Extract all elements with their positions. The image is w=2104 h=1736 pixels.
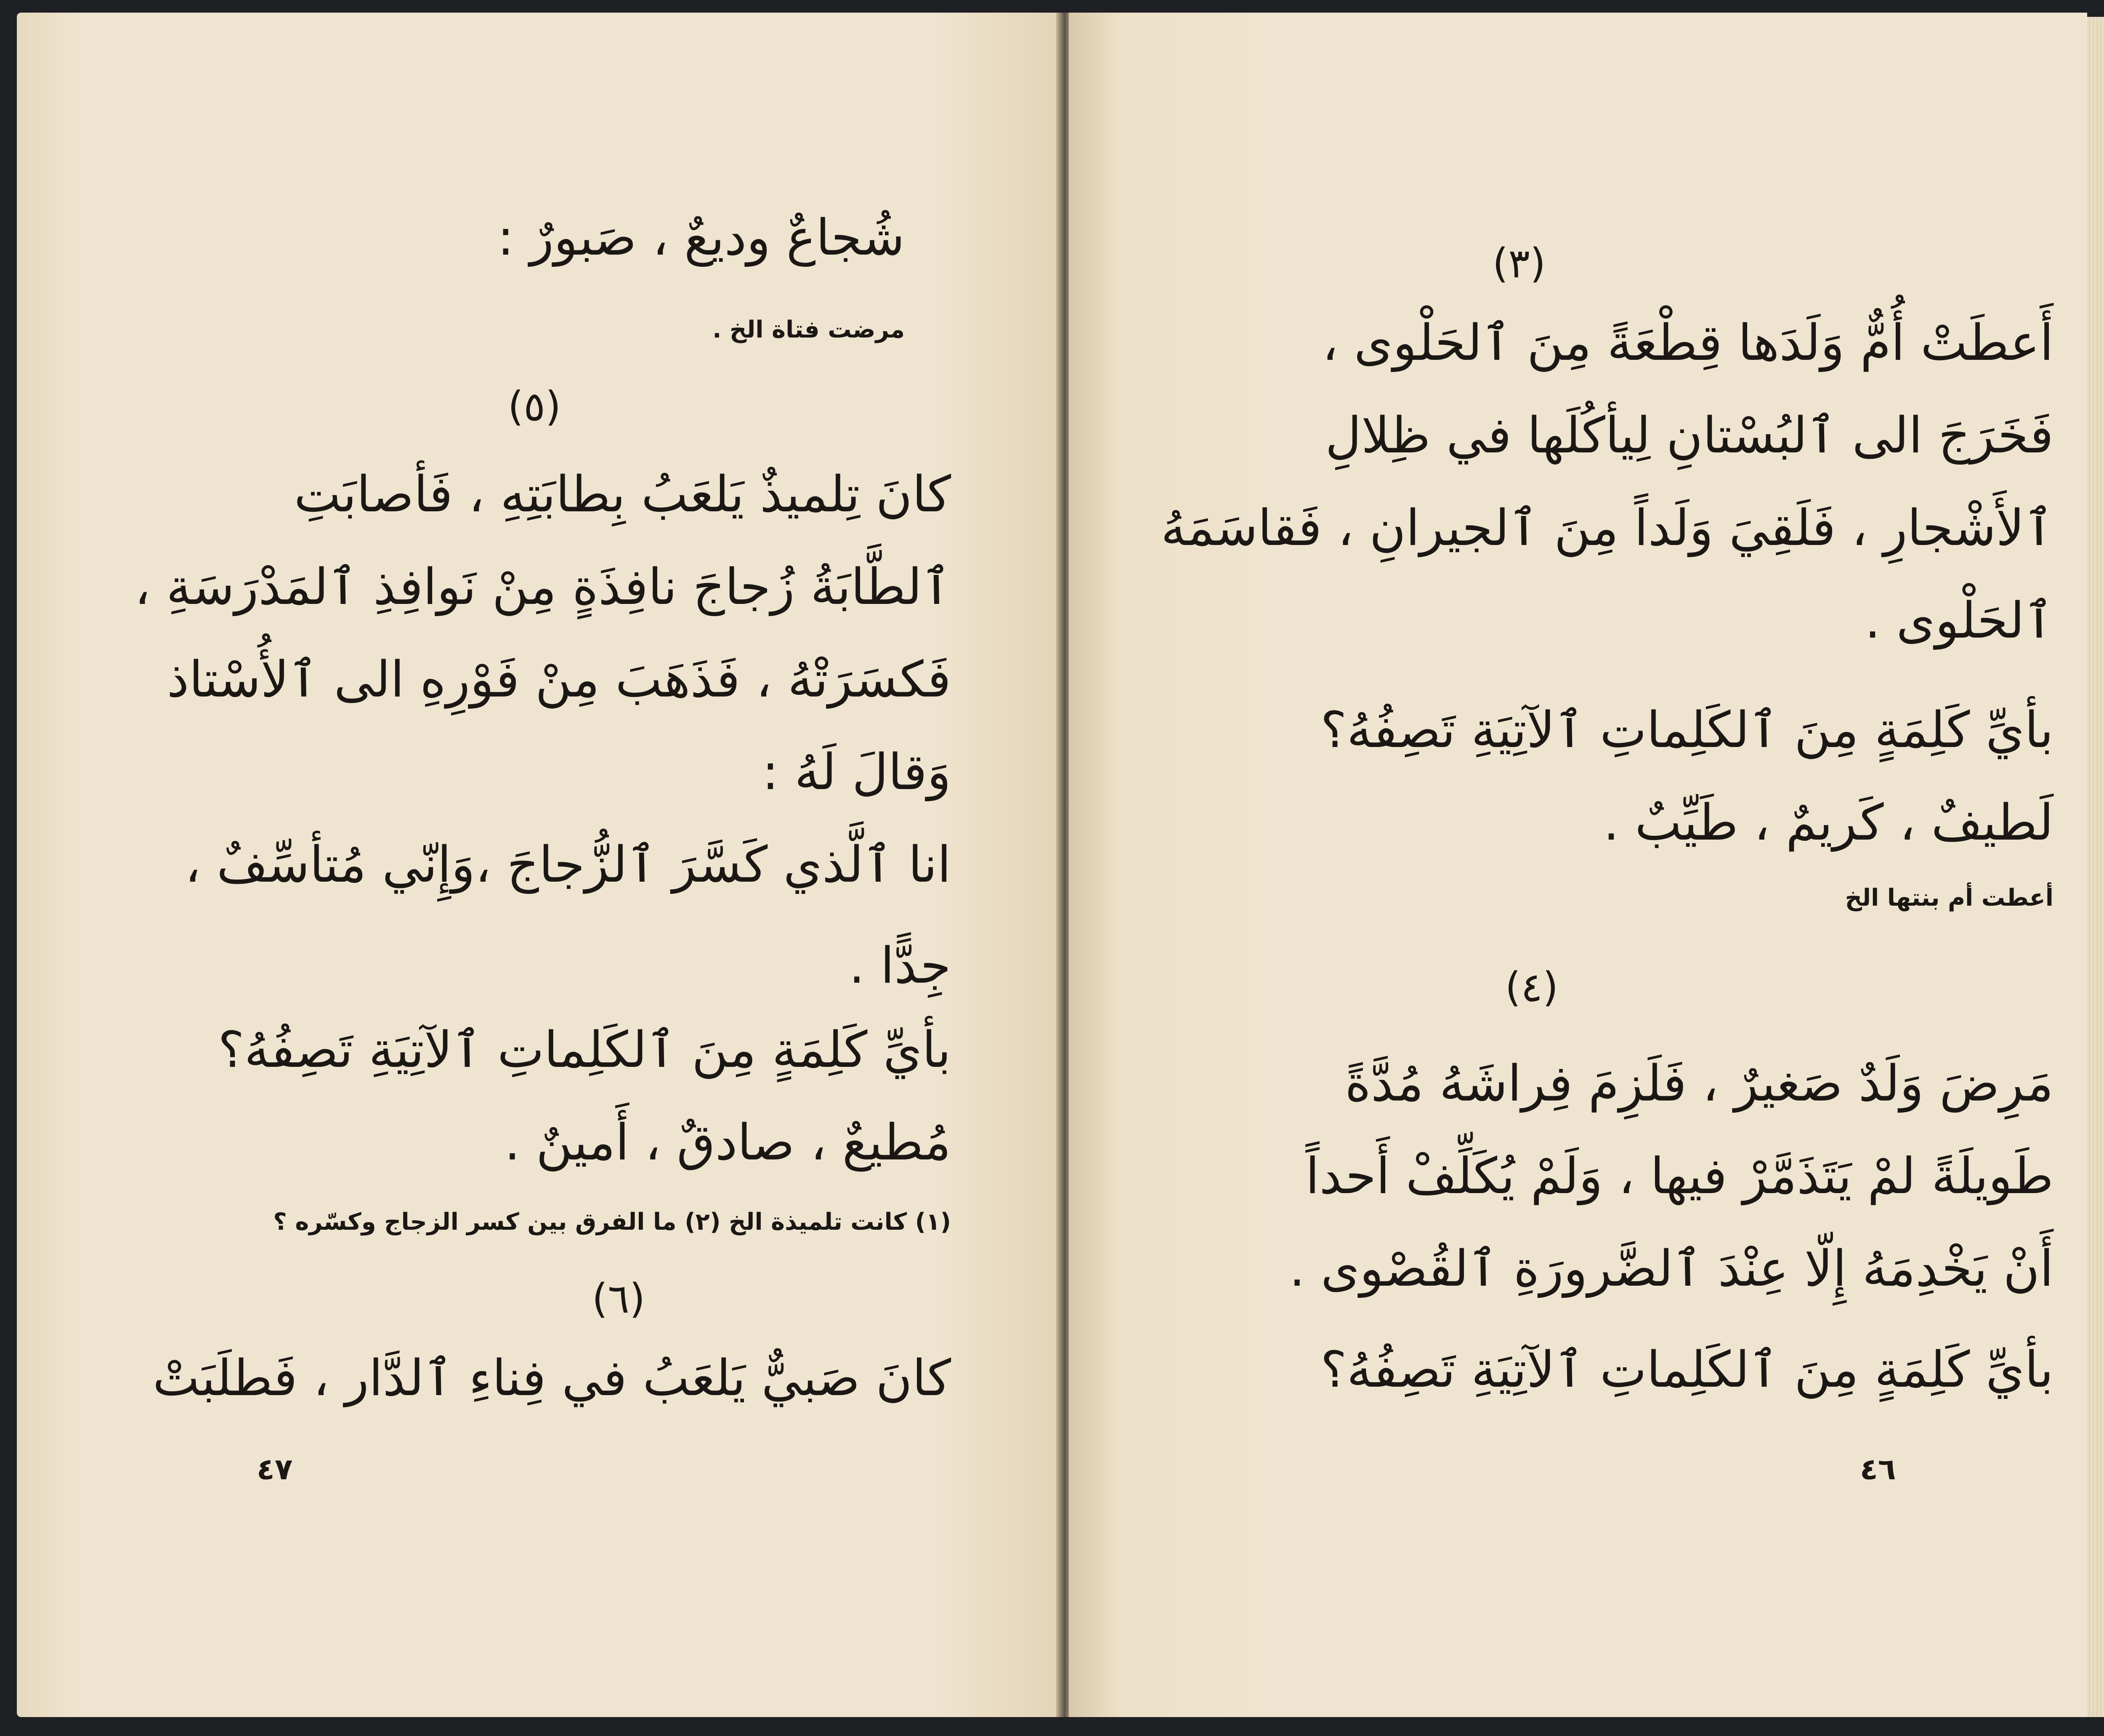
text-line: شُجاعٌ وديعٌ ، صَبورٌ : xyxy=(497,208,905,266)
text-line: وَقالَ لَهُ : xyxy=(762,743,951,801)
text-line: فَخَرَجَ الى ٱلبُسْتانِ لِيأكُلَها في ظِلالِ xyxy=(1325,406,2054,464)
text-line: انا ٱلَّذي كَسَّرَ ٱلزُّجاجَ ،وَإِنّي مُتأسِّفٌ ، xyxy=(185,835,951,893)
text-line: ٱلأَشْجارِ ، فَلَقِيَ وَلَداً مِنَ ٱلجيرانِ ، فَقاسَمَهُ xyxy=(1161,499,2054,557)
text-line: مَرِضَ وَلَدٌ صَغيرٌ ، فَلَزِمَ فِراشَهُ مُدَّةً xyxy=(1345,1054,2054,1112)
text-line: طَويلَةً لمْ يَتَذَمَّرْ فيها ، وَلَمْ يُكَلِّفْ أَحداً xyxy=(1305,1147,2054,1205)
text-line: أَنْ يَخْدِمَهُ إِلّا عِنْدَ ٱلضَّرورَةِ ٱلقُصْوى . xyxy=(1289,1239,2054,1297)
text-line: فَكسَرَتْهُ ، فَذَهَبَ مِنْ فَوْرِهِ الى ٱلأُسْتاذ xyxy=(167,650,951,708)
right-page xyxy=(1069,13,2087,1717)
footnote-line: مرضت فتاة الخ . xyxy=(712,316,905,343)
section-heading-6: (٦) xyxy=(592,1275,646,1322)
text-line: ٱلحَلْوى . xyxy=(1865,591,2054,649)
section-heading-5: (٥) xyxy=(507,383,561,430)
text-line: ٱلطَّابَةُ زُجاجَ نافِذَةٍ مِنْ نَوافِذِ ٱلمَدْرَسَةِ ، xyxy=(134,558,951,616)
text-line: كانَ صَبيٌّ يَلعَبُ في فِناءِ ٱلدَّار ، فَطلَبَتْ xyxy=(152,1349,951,1407)
text-line: جِدًّا . xyxy=(849,936,951,994)
text-line: بأيِّ كَلِمَةٍ مِنَ ٱلكَلِماتِ ٱلآتِيَةِ تَصِفُهُ؟ xyxy=(1320,701,2054,759)
left-page xyxy=(17,13,1060,1717)
footnote-line: (١) كانت تلميذة الخ (٢) ما الفرق بين كسر الزجاج وكسّره ؟ xyxy=(273,1208,951,1236)
footnote-line: أعطت أم بنتها الخ xyxy=(1845,884,2054,912)
section-heading-4: (٤) xyxy=(1505,964,1559,1011)
text-line: أَعطَتْ أُمٌّ وَلَدَها قِطْعَةً مِنَ ٱلحَلْوى ، xyxy=(1322,314,2054,372)
text-line: مُطيعٌ ، صادقٌ ، أَمينٌ . xyxy=(504,1113,951,1171)
text-line: بأيِّ كَلِمَةٍ مِنَ ٱلكَلِماتِ ٱلآتِيَةِ تَصِفُهُ؟ xyxy=(218,1021,951,1079)
text-line: كانَ تِلميذٌ يَلعَبُ بِطابَتِهِ ، فَأصابَتِ xyxy=(294,465,951,523)
text-line: بأيِّ كَلِمَةٍ مِنَ ٱلكَلِماتِ ٱلآتِيَةِ تَصِفُهُ؟ xyxy=(1320,1340,2054,1398)
section-heading-3: (٣) xyxy=(1492,240,1546,287)
page-number: ٤٧ xyxy=(257,1452,293,1486)
open-book xyxy=(17,13,2104,1721)
text-line: لَطيفٌ ، كَريمٌ ، طَيِّبٌ . xyxy=(1603,793,2054,851)
page-number: ٤٦ xyxy=(1860,1452,1896,1486)
